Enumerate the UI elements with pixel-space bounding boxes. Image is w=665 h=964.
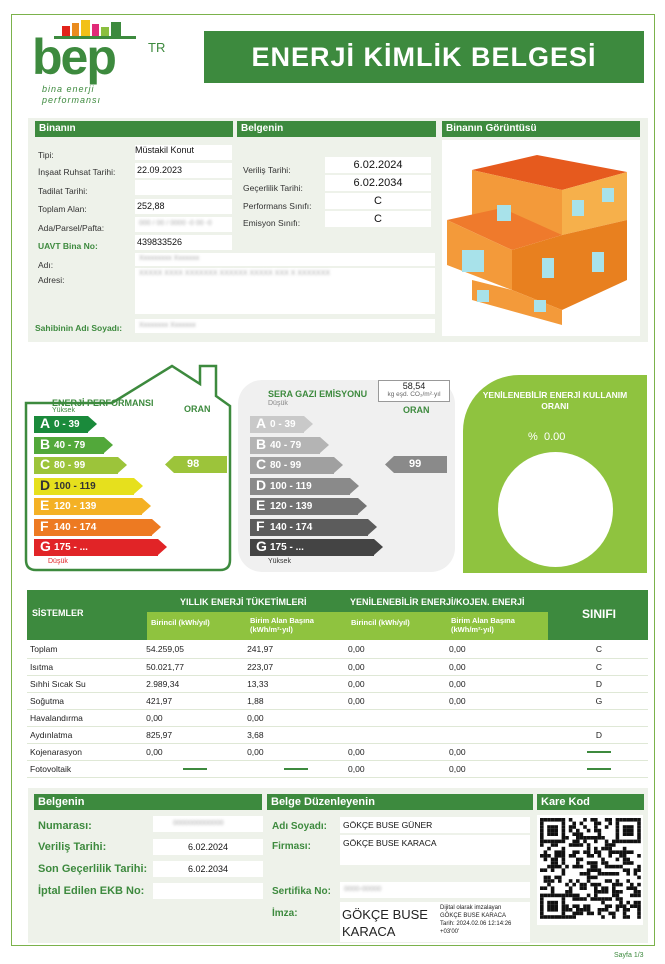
sign-label: İmza:	[272, 908, 298, 919]
sign-note3: Tarih: 2024.02.06 12:14:26	[440, 921, 512, 927]
energy-band-c	[34, 457, 118, 474]
systems-cell-a: 241,97	[244, 641, 345, 658]
energy-band-range: 80 - 99	[54, 460, 86, 471]
systems-cell-a: 13,33	[244, 675, 345, 692]
systems-cell-ra	[446, 709, 547, 726]
systems-cell-c: D	[547, 726, 648, 743]
perf-label: Performans Sınıfı:	[243, 201, 312, 211]
view-header: Binanın Görüntüsü	[442, 121, 640, 137]
footer-cert-header: Belgenin	[34, 794, 262, 810]
expiry-value: 6.02.2034	[153, 861, 263, 877]
systems-cell-c: C	[547, 641, 648, 658]
systems-cell-rp	[345, 726, 446, 743]
name-value: Xxxxxxxxx Xxxxxxx	[135, 253, 435, 266]
permit-value: 22.09.2023	[135, 163, 232, 178]
ghg-band-f	[250, 519, 368, 536]
systems-cell-rp: 0,00	[345, 658, 446, 675]
ghg-band-b	[250, 437, 320, 454]
permit-label: İnşaat Ruhsat Tarihi:	[38, 167, 116, 177]
energy-band-range: 100 - 119	[54, 480, 96, 492]
ghg-band-arrow	[358, 498, 367, 514]
ghg-band-range: 0 - 39	[270, 419, 296, 430]
energy-rank-label: ORAN	[184, 404, 211, 414]
systems-cell-rp: 0,00	[345, 641, 446, 658]
sub-area-2: Birim Alan Başına (kWh/m²·yıl)	[451, 616, 515, 634]
ghg-band-arrow	[368, 519, 377, 535]
energy-band-range: 40 - 79	[54, 439, 86, 451]
ghg-rank-label: ORAN	[403, 405, 430, 415]
energy-band-letter: F	[40, 517, 49, 534]
sign-name2: KARACA	[342, 924, 396, 939]
ghg-band-a	[250, 416, 304, 433]
building-image	[442, 140, 640, 336]
systems-row	[27, 658, 648, 675]
energy-band-letter: G	[40, 538, 51, 554]
energy-band-d	[34, 478, 134, 495]
owner-value: Xxxxxxxx Xxxxxxx	[135, 319, 435, 333]
systems-cell-name: Havalandırma	[27, 709, 143, 726]
energy-band-range: 175 - ...	[54, 542, 88, 553]
systems-cell-c: G	[547, 692, 648, 709]
systems-cell-name: Toplam	[27, 641, 143, 658]
sign-name1: GÖKÇE BUSE	[342, 907, 428, 922]
page-label: Sayfa 1/3	[614, 952, 644, 959]
sign-note4: +03'00'	[440, 929, 460, 935]
energy-band-arrow	[88, 416, 97, 432]
sign-note1: Dijital olarak imzalayan	[440, 905, 502, 911]
systems-cell-p: 0,00	[143, 709, 244, 726]
ghg-title: SERA GAZI EMİSYONU	[268, 389, 368, 399]
bep-tr: TR	[148, 40, 166, 55]
signature-box	[340, 902, 530, 942]
systems-cell-c	[547, 743, 648, 760]
renewable-pct-symbol: %	[528, 431, 538, 443]
energy-band-arrow	[142, 498, 151, 514]
ghg-band-arrow	[304, 416, 313, 432]
footer-issue-value: 6.02.2024	[153, 839, 263, 855]
empty-dash	[587, 751, 611, 753]
qr-code-graphic	[537, 815, 643, 925]
systems-cell-a: 1,88	[244, 692, 345, 709]
ghg-unit: kg eşd. CO₂/m²·yıl	[387, 391, 441, 398]
name-label: Adı:	[38, 260, 54, 270]
energy-band-arrow	[158, 539, 167, 555]
systems-cell-name: Kojenarasyon	[27, 743, 143, 760]
building-header: Binanın	[35, 121, 233, 137]
systems-cell-p: 54.259,05	[143, 641, 244, 658]
ghg-value: 99	[409, 458, 422, 470]
ghg-amount-box	[378, 380, 450, 402]
valid-value: 6.02.2034	[325, 175, 431, 191]
ghg-band-letter: E	[256, 497, 266, 513]
systems-cell-a: 0,00	[244, 709, 345, 726]
document-title: ENERJİ KİMLİK BELGESİ	[204, 31, 644, 83]
energy-top: Yüksek	[52, 407, 75, 414]
renewable-value: 0.00	[544, 431, 566, 443]
ghg-band-arrow	[320, 437, 329, 453]
cert-no-label: Sertifika No:	[272, 886, 331, 897]
systems-cell-c	[547, 760, 648, 777]
ghg-band-range: 140 - 174	[270, 521, 313, 533]
renovation-label: Tadilat Tarihi:	[38, 186, 88, 196]
systems-cell-p: 421,97	[143, 692, 244, 709]
uavt-value: 439833526	[135, 235, 232, 250]
systems-cell-a: 0,00	[244, 743, 345, 760]
bep-line2: performansı	[42, 95, 102, 105]
footer-issuer-header: Belge Düzenleyenin	[267, 794, 533, 810]
ghg-band-g	[250, 539, 374, 556]
bep-logo	[24, 18, 174, 108]
systems-cell-ra	[446, 726, 547, 743]
issuer-name-label: Adı Soyadı:	[272, 821, 328, 832]
ghg-band-range: 40 - 79	[270, 439, 302, 451]
systems-cell-a: 223,07	[244, 658, 345, 675]
cancel-label: İptal Edilen EKB No:	[38, 885, 145, 897]
ghg-band-arrow	[334, 457, 343, 473]
energy-band-letter: A	[40, 415, 51, 431]
issuer-name-value: GÖKÇE BUSE GÜNER	[340, 817, 530, 833]
col-systems: SİSTEMLER	[32, 608, 84, 618]
systems-cell-ra: 0,00	[446, 658, 547, 675]
ghg-band-range: 100 - 119	[270, 480, 312, 492]
sub-primary-2: Birincil (kWh/yıl)	[351, 618, 410, 627]
uavt-label: UAVT Bina No:	[38, 241, 98, 251]
emission-label: Emisyon Sınıfı:	[243, 218, 301, 228]
cancel-value	[153, 883, 263, 899]
address-value: XXXXX XXXX XXXXXXX XXXXXX XXXXX XXX X XXXXXXX	[135, 268, 435, 314]
systems-table	[27, 641, 648, 778]
energy-band-f	[34, 519, 152, 536]
energy-value: 98	[187, 458, 200, 470]
area-label: Toplam Alan:	[38, 204, 87, 214]
ghg-band-d	[250, 478, 350, 495]
type-value: Müstakil Konut	[135, 145, 232, 160]
energy-value-arrow	[165, 456, 227, 473]
systems-cell-ra: 0,00	[446, 743, 547, 760]
systems-cell-name: Soğutma	[27, 692, 143, 709]
energy-bottom: Düşük	[48, 558, 68, 565]
ghg-band-range: 80 - 99	[270, 460, 302, 471]
energy-band-arrow	[104, 437, 113, 453]
ghg-band-letter: B	[256, 435, 267, 452]
systems-cell-name: Isıtma	[27, 658, 143, 675]
ghg-band-letter: A	[256, 415, 267, 431]
parcel-label: Ada/Parsel/Pafta:	[38, 223, 105, 233]
energy-band-arrow	[134, 478, 143, 494]
number-value: 0000000000000	[153, 816, 263, 832]
ghg-band-range: 120 - 139	[270, 501, 313, 512]
ghg-band-letter: F	[256, 517, 265, 534]
type-label: Tipi:	[38, 150, 54, 160]
footer-issue-label: Veriliş Tarihi:	[38, 841, 107, 853]
qr-code	[537, 815, 643, 925]
empty-dash	[587, 768, 611, 770]
energy-band-b	[34, 437, 104, 454]
ghg-bottom: Yüksek	[268, 558, 291, 565]
footer-qr-header: Kare Kod	[537, 794, 644, 810]
cert-no-value: 0000-00000	[340, 882, 530, 898]
energy-band-range: 120 - 139	[54, 501, 97, 512]
systems-row	[27, 709, 648, 726]
systems-cell-p: 0,00	[143, 743, 244, 760]
building-illustration	[442, 140, 640, 336]
ghg-band-range: 175 - ...	[270, 542, 304, 553]
energy-band-range: 140 - 174	[54, 521, 97, 533]
parcel-value: 000 / 00 / 0000 -0 00 -0	[135, 217, 232, 232]
empty-dash	[284, 768, 308, 770]
ghg-band-letter: C	[256, 456, 267, 472]
systems-cell-c: C	[547, 658, 648, 675]
sign-note2: GÖKÇE BUSE KARACA	[440, 913, 507, 919]
emission-value: C	[325, 211, 431, 227]
systems-cell-rp: 0,00	[345, 760, 446, 777]
certificate-header: Belgenin	[237, 121, 436, 137]
energy-band-letter: E	[40, 497, 50, 513]
address-label: Adresi:	[38, 275, 65, 285]
energy-band-range: 0 - 39	[54, 419, 80, 430]
ghg-top: Düşük	[268, 400, 288, 407]
valid-label: Geçerlilik Tarihi:	[243, 183, 303, 193]
energy-band-arrow	[152, 519, 161, 535]
systems-cell-a: 3,68	[244, 726, 345, 743]
energy-band-e	[34, 498, 142, 515]
systems-row	[27, 743, 648, 760]
systems-cell-name: Sıhhi Sıcak Su	[27, 675, 143, 692]
systems-cell-c	[547, 709, 648, 726]
systems-row	[27, 692, 648, 709]
energy-band-arrow	[118, 457, 127, 473]
energy-band-g	[34, 539, 158, 556]
ghg-band-e	[250, 498, 358, 515]
systems-cell-c: D	[547, 675, 648, 692]
ghg-band-c	[250, 457, 334, 474]
empty-dash	[183, 768, 207, 770]
ghg-value-arrow	[385, 456, 447, 473]
systems-cell-rp: 0,00	[345, 675, 446, 692]
col-class: SINIFI	[582, 607, 617, 621]
energy-band-a	[34, 416, 88, 433]
systems-cell-rp	[345, 709, 446, 726]
systems-row	[27, 641, 648, 658]
area-value: 252,88	[135, 199, 232, 214]
systems-cell-name: Aydınlatma	[27, 726, 143, 743]
energy-band-letter: C	[40, 456, 51, 472]
ghg-band-arrow	[374, 539, 383, 555]
systems-row	[27, 726, 648, 743]
perf-value: C	[325, 193, 431, 209]
col-renewable: YENİLENEBİLİR ENERJİ/KOJEN. ENERJİ	[350, 597, 525, 607]
renovation-value	[135, 180, 232, 195]
owner-label: Sahibinin Adı Soyadı:	[35, 323, 123, 333]
ghg-amount: 58,54	[402, 381, 426, 391]
company-label: Firması:	[272, 841, 311, 852]
systems-cell-ra: 0,00	[446, 760, 547, 777]
systems-cell-p: 50.021,77	[143, 658, 244, 675]
ghg-band-letter: D	[256, 476, 267, 493]
systems-cell-ra: 0,00	[446, 641, 547, 658]
issue-label: Veriliş Tarihi:	[243, 165, 291, 175]
systems-row	[27, 760, 648, 777]
energy-band-letter: D	[40, 476, 51, 493]
energy-title: ENERJİ PERFORMANSI	[52, 398, 154, 408]
number-label: Numarası:	[38, 820, 92, 832]
systems-cell-p: 825,97	[143, 726, 244, 743]
systems-cell-a	[244, 760, 345, 777]
systems-cell-p	[143, 760, 244, 777]
systems-cell-ra: 0,00	[446, 692, 547, 709]
energy-band-letter: B	[40, 435, 51, 452]
systems-cell-rp: 0,00	[345, 692, 446, 709]
issue-value: 6.02.2024	[325, 157, 431, 173]
renewable-title: YENİLENEBİLİR ENERJİ KULLANIM ORANI	[482, 390, 628, 411]
systems-cell-rp: 0,00	[345, 743, 446, 760]
company-value: GÖKÇE BUSE KARACA	[340, 835, 530, 865]
sub-area-1: Birim Alan Başına (kWh/m²·yıl)	[250, 616, 314, 634]
ghg-band-arrow	[350, 478, 359, 494]
sub-primary-1: Birincil (kWh/yıl)	[151, 618, 210, 627]
systems-row	[27, 675, 648, 692]
bep-line1: bina enerji	[42, 84, 95, 94]
systems-cell-name: Fotovoltaik	[27, 760, 143, 777]
renewable-circle	[498, 452, 613, 567]
expiry-label: Son Geçerlilik Tarihi:	[38, 863, 148, 875]
systems-cell-ra: 0,00	[446, 675, 547, 692]
col-annual: YILLIK ENERJİ TÜKETİMLERİ	[180, 597, 307, 607]
systems-cell-p: 2.989,34	[143, 675, 244, 692]
ghg-band-letter: G	[256, 538, 267, 554]
bep-brand: bep	[32, 29, 115, 85]
